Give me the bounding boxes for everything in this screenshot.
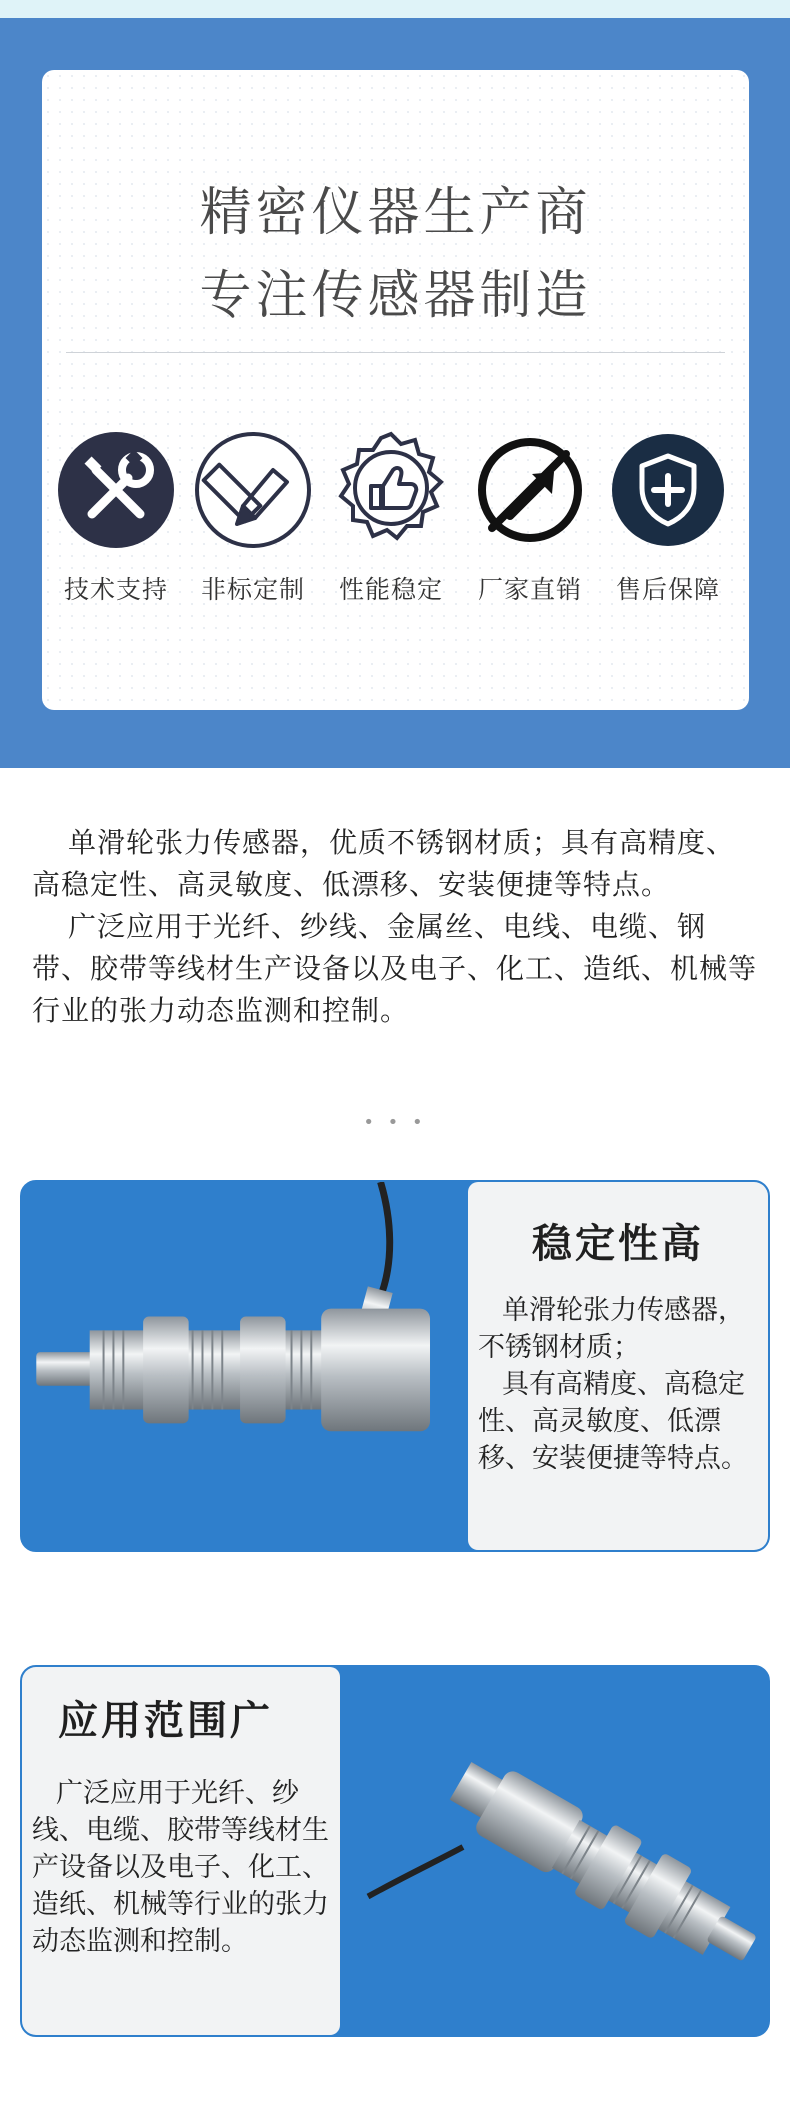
application-textbox bbox=[22, 1667, 340, 2035]
slogan-line-2: 专注传感器制造 bbox=[199, 266, 592, 326]
panel-body bbox=[32, 1775, 332, 1960]
panel-body-line-2: 具有高精度、高稳定性、高灵敏度、低漂移、安装便捷等特点。 bbox=[478, 1369, 748, 1474]
top-strip bbox=[0, 0, 790, 18]
feature-label: 售后保障 bbox=[615, 575, 720, 604]
shield-plus-icon bbox=[608, 430, 728, 550]
feature-label: 厂家直销 bbox=[477, 575, 582, 604]
panel-heading: 稳定性高 bbox=[532, 1221, 704, 1267]
hero-divider bbox=[66, 352, 725, 353]
feature-label: 技术支持 bbox=[63, 575, 168, 604]
panel-body bbox=[478, 1292, 758, 1477]
hero-card bbox=[42, 70, 749, 710]
hero-section bbox=[0, 18, 790, 768]
intro-paragraph-1: 单滑轮张力传感器，优质不锈钢材质；具有高精度、高稳定性、高灵敏度、低漂移、安装便捷等特点。 bbox=[32, 826, 736, 901]
thumbs-up-badge-icon bbox=[331, 430, 451, 550]
slogan-line-1: 精密仪器生产商 bbox=[199, 183, 592, 243]
feature-after-sales bbox=[602, 430, 734, 606]
sensor-photo bbox=[22, 1182, 472, 1550]
stability-textbox bbox=[468, 1182, 768, 1550]
panel-body-text: 广泛应用于光纤、纱线、电缆、胶带等线材生产设备以及电子、化工、造纸、机械等行业的张力动态监测和控制。 bbox=[32, 1778, 329, 1957]
feature-tech-support bbox=[50, 430, 182, 606]
wrench-screwdriver-icon bbox=[56, 430, 176, 550]
panel-body-line-1: 单滑轮张力传感器，不锈钢材质； bbox=[478, 1295, 745, 1363]
sensor-photo bbox=[336, 1667, 768, 2035]
orbit-arrow-icon bbox=[470, 430, 590, 550]
panel-heading: 应用范围广 bbox=[58, 1698, 273, 1744]
intro-paragraph-2: 广泛应用于光纤、纱线、金属丝、电线、电缆、钢带、胶带等线材生产设备以及电子、化工、造纸、机械等行业的张力动态监测和控制。 bbox=[32, 910, 758, 1027]
section-separator: • • • bbox=[363, 1112, 427, 1133]
feature-custom bbox=[187, 430, 319, 606]
feature-label: 性能稳定 bbox=[338, 575, 443, 604]
intro-text bbox=[32, 822, 758, 1032]
pencil-ruler-icon bbox=[193, 430, 313, 550]
stability-panel bbox=[20, 1180, 770, 1552]
feature-label: 非标定制 bbox=[200, 575, 305, 604]
feature-direct-sale bbox=[464, 430, 596, 606]
application-panel bbox=[20, 1665, 770, 2037]
feature-stable bbox=[325, 430, 457, 606]
